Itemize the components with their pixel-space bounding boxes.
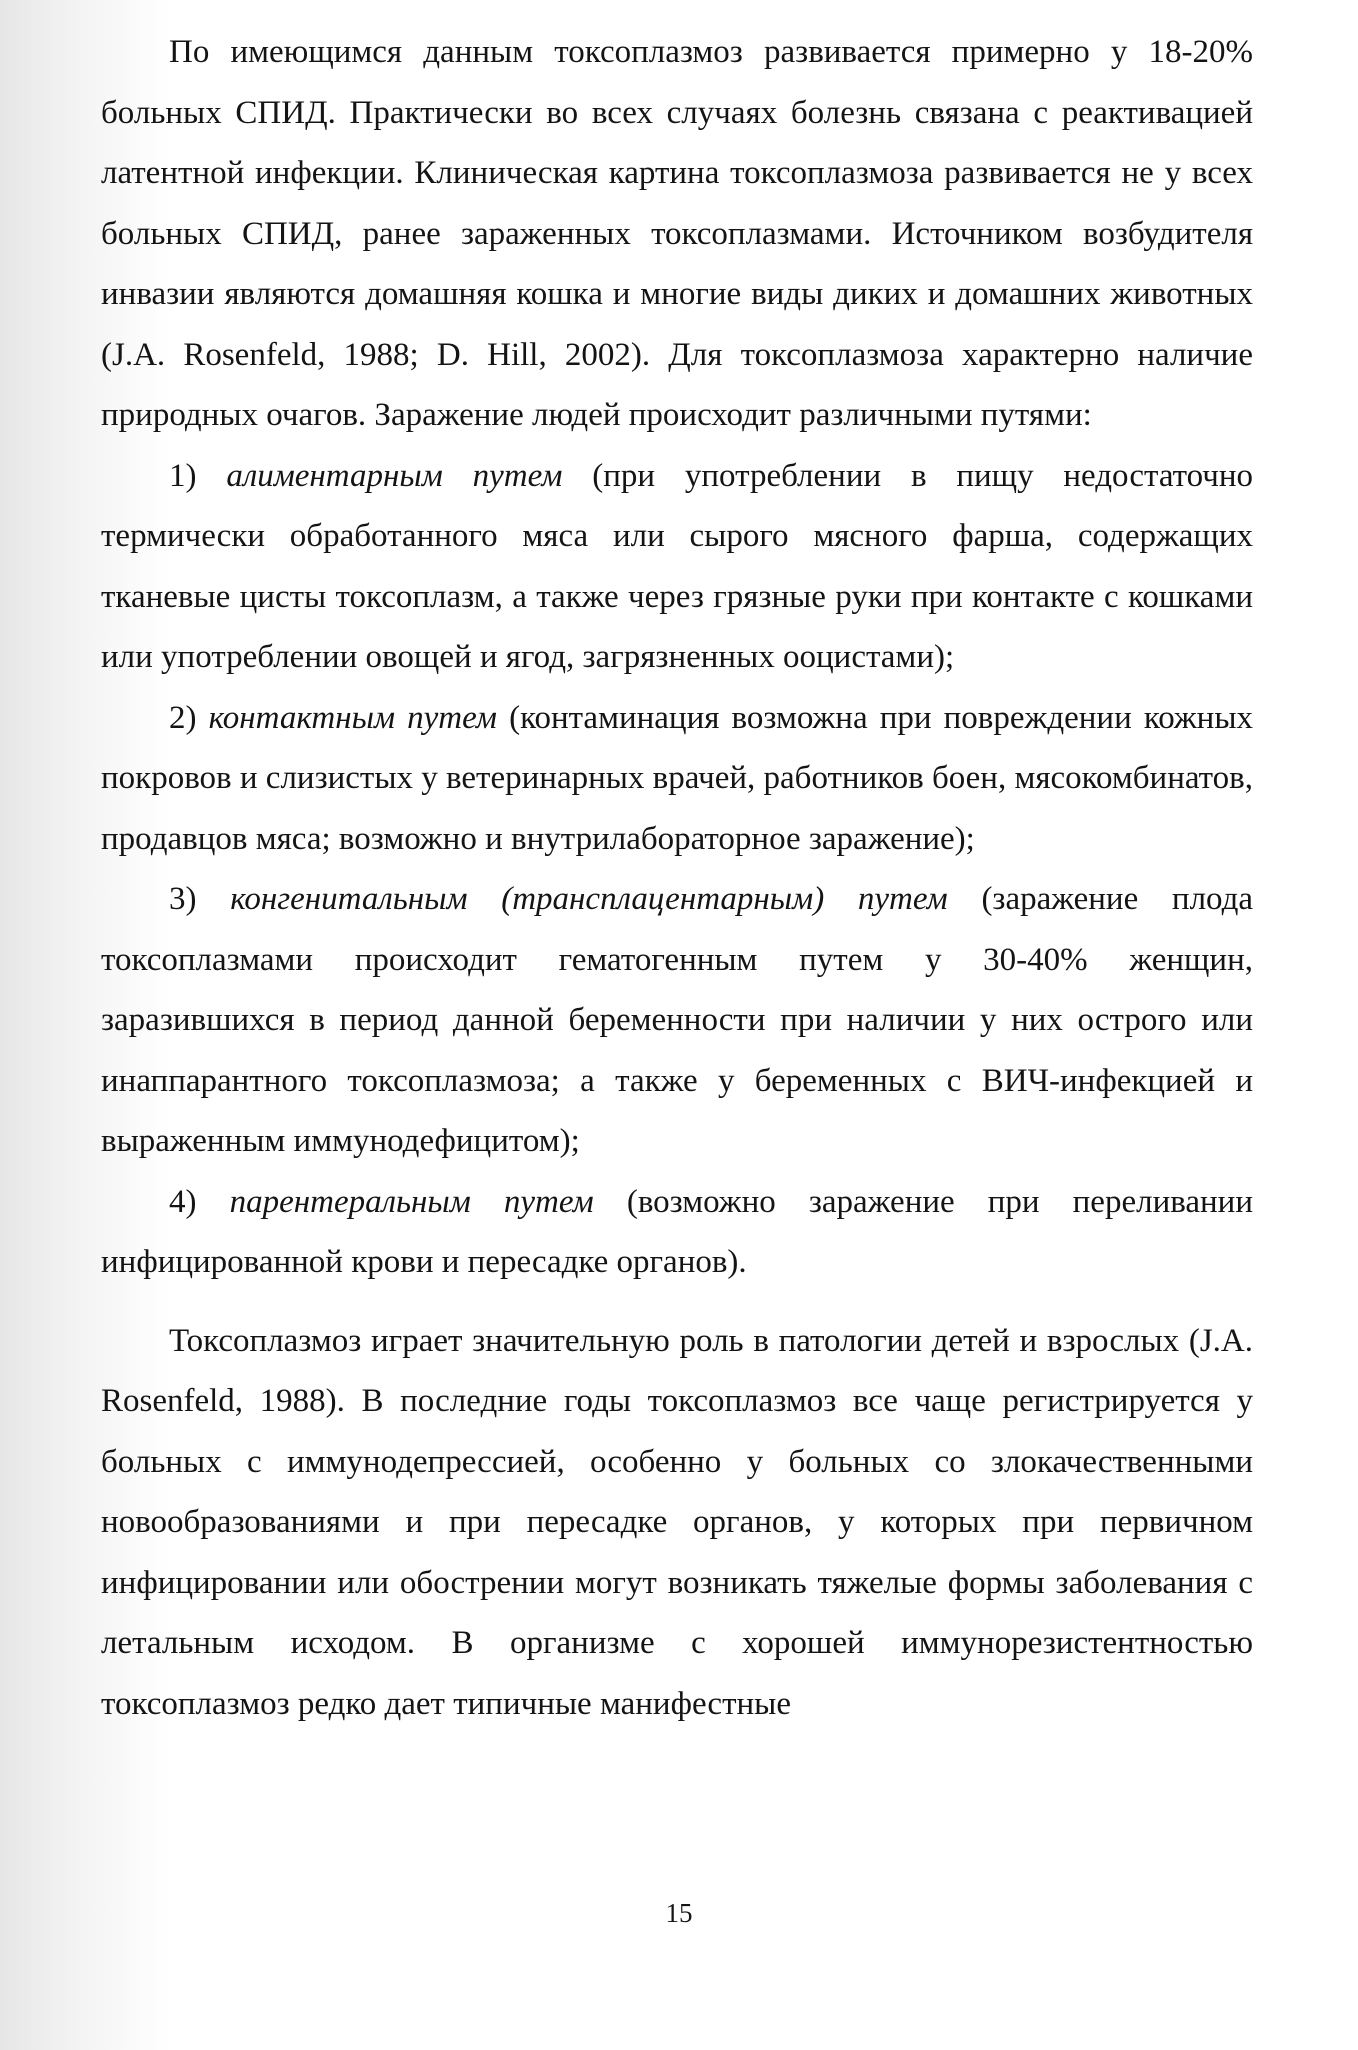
- list-item-contact: [101, 688, 1253, 870]
- page-number: 15: [665, 1898, 693, 1928]
- list-item-text: (контаминация возможна при повреждении кожных покровов и слизистых у ветеринарных врачей, работников боен, мясокомбинатов, продавцов мяса; возможно и внутрилабораторное заражение);: [101, 699, 1254, 857]
- list-item-number: 3): [169, 881, 197, 917]
- list-item-number: 1): [169, 457, 197, 494]
- paragraph-intro-text: По имеющимся данным токсоплазмоз развивается примерно у 18-20% больных СПИД. Практически во всех случаях болезнь связана с реактивацией латентной инфекции. Клиническая картина токсоплазмоза развивается не у всех больных СПИД, ранее зараженных токсоплазмами. Источником возбудителя инвазии являются домашняя кошка и многие виды диких и домашних животных (J.A. Rosenfeld, 1988; D. Hill, 2002). Для токсоплазмоза характерно наличие природных очагов. Заражение людей происходит различными путями:: [101, 34, 1253, 433]
- list-item-number: 2): [169, 699, 197, 736]
- paragraph-intro: [101, 22, 1253, 446]
- list-item-term: конгенитальным (трансплацентарным) путем: [230, 881, 948, 917]
- list-item-term: контактным путем: [208, 699, 497, 736]
- list-item-parenteral: [101, 1172, 1253, 1293]
- list-item-congenital: [101, 869, 1253, 1172]
- list-item-alimentary: [101, 446, 1253, 688]
- list-item-text: (заражение плода токсоплазмами происходит гематогенным путем у 30-40% женщин, заразившихся в период данной беременности при наличии у них острого или инаппарантного токсоплазмоза; а также у беременных с ВИЧ-инфекцией и выраженным иммунодефицитом);: [101, 881, 1254, 1159]
- paragraph-role-text: Токсоплазмоз играет значительную роль в патологии детей и взрослых (J.A. Rosenfeld, 1988). В последние годы токсоплазмоз все чаще регистрируется у больных с иммунодепрессией, особенно у больных со злокачественными новообразованиями и при пересадке органов, у которых при первичном инфицировании или обострении могут возникать тяжелые формы заболевания с летальным исходом. В организме с хорошей иммунорезистентностью токсоплазмоз редко дает типичные манифестные: [101, 1322, 1253, 1722]
- list-item-text: (возможно заражение при переливании инфицированной крови и пересадке органов).: [101, 1183, 1254, 1280]
- list-item-term: парентеральным путем: [229, 1183, 594, 1220]
- list-item-number: 4): [169, 1183, 197, 1220]
- list-item-term: алиментарным путем: [226, 457, 563, 494]
- body-text: [101, 22, 1253, 1734]
- paragraph-role: [101, 1311, 1253, 1735]
- list-item-text: (при употреблении в пищу недостаточно термически обработанного мяса или сырого мясного фарша, содержащих тканевые цисты токсоплазм, а также через грязные руки при контакте с кошками или употреблении овощей и ягод, загрязненных ооцистами);: [101, 457, 1254, 675]
